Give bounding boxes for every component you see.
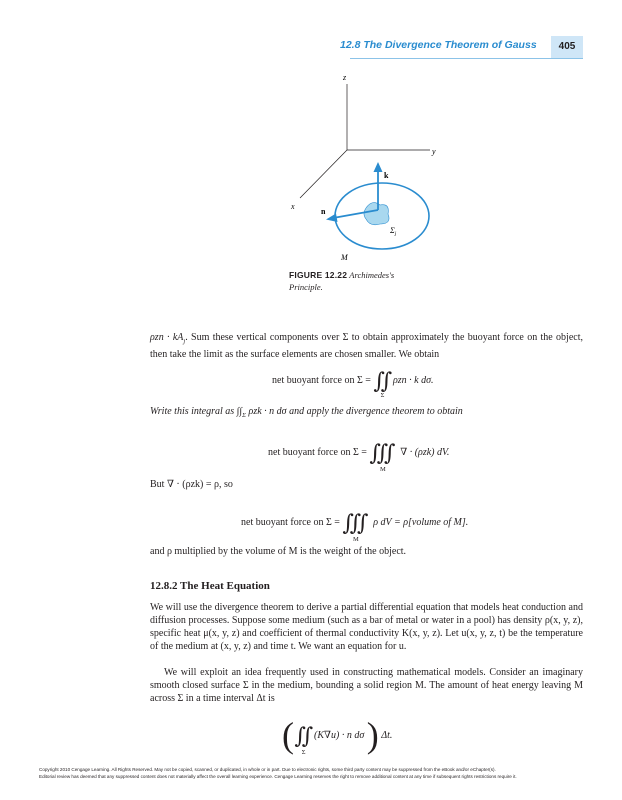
- eq4-right-paren: ): [366, 715, 379, 755]
- eq2-rhs: ∇ · (ρzk) dV.: [400, 447, 450, 458]
- sigma-j-label: $\Sigma_j$: [390, 226, 397, 237]
- eq2-lhs: net buoyant force on Σ =: [268, 447, 367, 458]
- x-label: x: [291, 202, 295, 211]
- eq4-tail: Δt.: [381, 730, 393, 741]
- triple-integral-sign: ∭: [369, 440, 396, 465]
- copyright-line-1: Copyright 2010 Cengage Learning. All Rights Reserved. May not be copied, scanned, or duplicated, in whole or in part. Due to electronic rights, some third party content may be suppressed from the eBook and/or eChapter(s).: [39, 767, 496, 772]
- paragraph-but: But ∇ · (ρzk) = ρ, so: [150, 479, 233, 490]
- running-title: 12.8 The Divergence Theorem of Gauss: [340, 39, 537, 51]
- x-axis: [300, 150, 347, 198]
- page-number: 405: [551, 36, 583, 58]
- eq2-subscript: M: [379, 466, 386, 473]
- double-integral-sign: ∬: [373, 368, 393, 393]
- eq1-rhs: ρzn · k dσ.: [392, 375, 434, 386]
- eq4-left-paren: (: [282, 715, 294, 755]
- equation-2: [268, 437, 450, 473]
- figure-caption: [289, 269, 429, 293]
- triple-integral-sign: ∭: [342, 510, 369, 535]
- eq1-subscript: Σ: [380, 392, 385, 399]
- paragraph-buoyant: $\rho zn \cdot kA_j$. Sum these vertical components over Σ to obtain approximately the buoyant force on the object, then take the limit as the surface elements are chosen smaller. We obtain: [150, 332, 583, 360]
- paragraph-weight: and ρ multiplied by the volume of M is the weight of the object.: [150, 546, 407, 557]
- k-label: k: [384, 171, 389, 180]
- eq4-subscript: Σ: [301, 749, 306, 756]
- eq1-lhs: net buoyant force on Σ =: [272, 375, 371, 386]
- header-rule: [350, 58, 583, 59]
- eq3-lhs: net buoyant force on Σ =: [241, 517, 340, 528]
- eq4-inner: (K∇u) · n dσ: [314, 730, 365, 741]
- z-label: z: [343, 73, 347, 82]
- k-arrowhead: [374, 162, 383, 172]
- equation-3: [241, 507, 469, 543]
- eq3-subscript: M: [352, 536, 359, 543]
- y-label: y: [432, 147, 436, 156]
- n-arrowhead: [326, 214, 338, 223]
- equation-4: [282, 712, 393, 756]
- paragraph-model: We will exploit an idea frequently used in constructing mathematical models. Consider an imaginary smooth closed surface Σ in the medium, bounding a solid region M. The amount of heat energy leaving M across Σ in a time interval Δt is: [150, 667, 583, 704]
- eq3-rhs: ρ dV = ρ[volume of M].: [373, 517, 469, 528]
- copyright-line-2: Editorial review has deemed that any suppressed content does not materially affect the overall learning experience. Cengage Learning reserves the right to remove additional content at any time if subsequent rights restrictions require it.: [39, 774, 517, 779]
- caption-text: Archimedes's Principle.: [289, 270, 395, 292]
- section-heading: 12.8.2 The Heat Equation: [150, 580, 270, 592]
- caption-label: FIGURE 12.22: [289, 270, 348, 280]
- double-integral-sign: ∬: [294, 723, 314, 748]
- figure-archimedes: [280, 68, 450, 268]
- equation-1: [272, 365, 434, 399]
- n-label: n: [321, 207, 326, 216]
- paragraph-heat-intro: We will use the divergence theorem to derive a partial differential equation that models heat conduction and diffusion processes. Suppose some medium (such as a bar of metal or water in a pool) has density ρ(x, y, z), specific heat μ(x, y, z) and coefficient of thermal conductivity K(x, y, z). Let u(x, y, z, t) be the temperature of the medium at (x, y, z) and time t. We want an equation for u.: [150, 602, 583, 652]
- paragraph-rewrite: Write this integral as $\int\int_\Sigma$ ρzk · n dσ and apply the divergence theorem to obtain: [150, 406, 463, 419]
- surface-element: [364, 203, 389, 225]
- M-label: M: [341, 253, 348, 262]
